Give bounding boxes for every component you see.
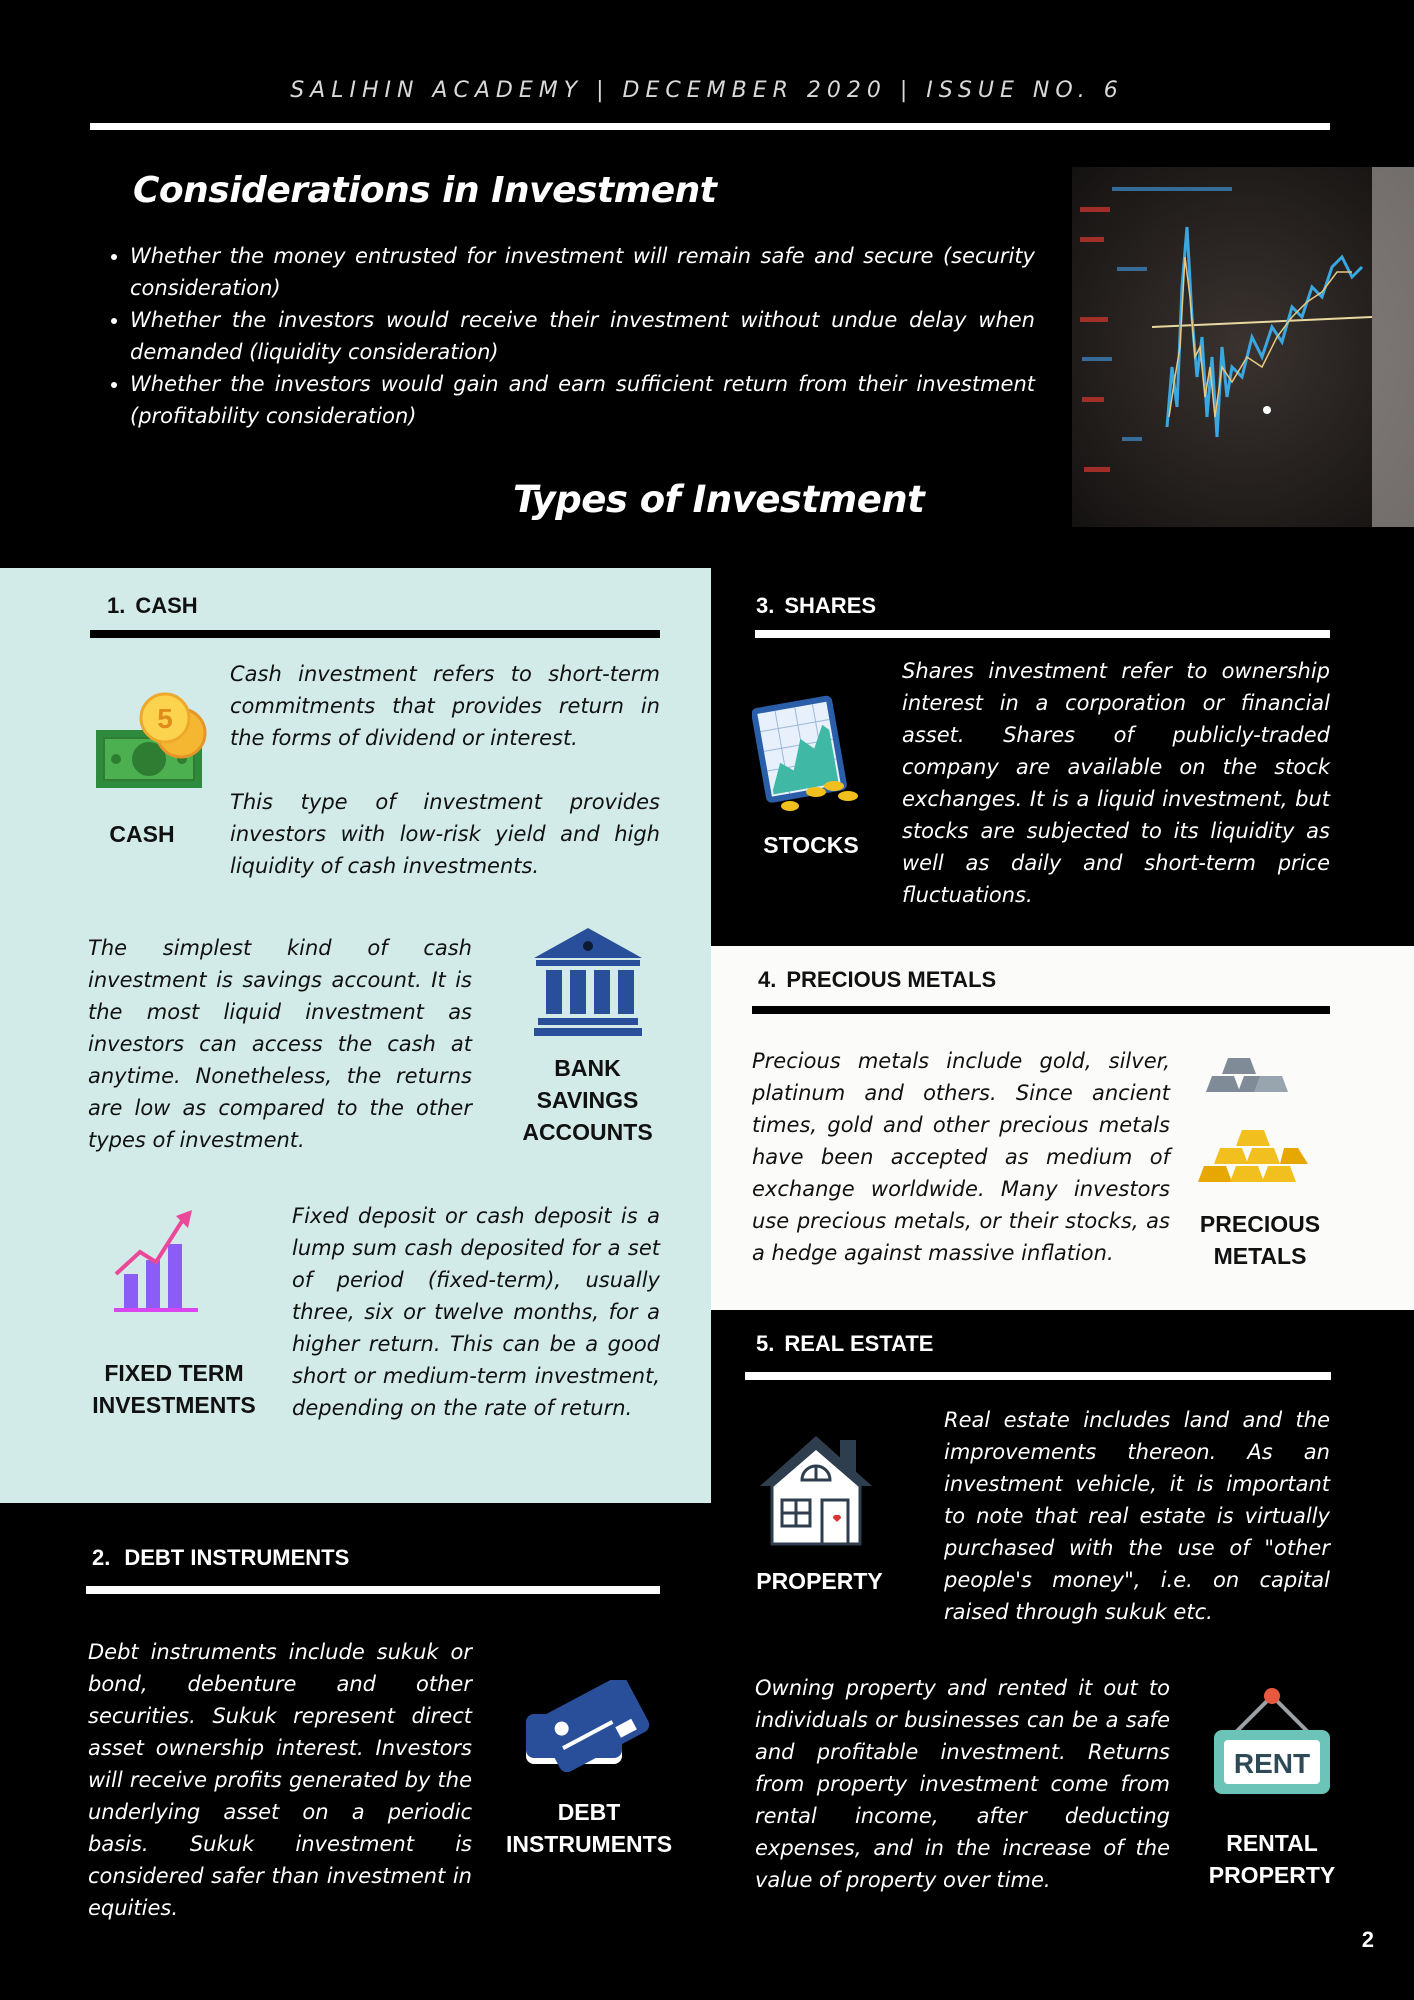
- real-estate-rule: [745, 1372, 1331, 1380]
- shares-para: Shares investment refer to ownership interest in a corporation or financial asset. Shares of publicly-traded company are available on the stock exchanges. It is a liquid investment, but stocks are subjected to its liquidity as well as daily and short-term price fluctuations.: [902, 659, 1330, 907]
- bank-label: [505, 1052, 670, 1148]
- debt-para: Debt instruments include sukuk or bond, debenture and other securities. Sukuk represent direct asset ownership interest. Investors will receive profits generated by the underlying asset on a periodic basis. Sukuk investment is considered safer than investment in equities.: [88, 1640, 472, 1920]
- rental-property-label: [1198, 1827, 1346, 1891]
- real-estate-para-1: Real estate includes land and the improvements thereon. As an investment vehicle, it is important to note that real estate is virtually purchased with the use of "other people's money", i.e. on capital raised through sukuk etc.: [944, 1408, 1330, 1624]
- rent-sign-text: RENT: [1233, 1748, 1311, 1779]
- section-number: 5.: [756, 1331, 775, 1356]
- metals-label-line: PRECIOUS: [1199, 1211, 1321, 1237]
- rent-sign-icon: [1210, 1686, 1334, 1806]
- section-title: SHARES: [784, 593, 877, 618]
- real-estate-para-2: Owning property and rented it out to individuals or businesses can be a safe and profitable investment. Returns from property investment come from rental income, after deducting expenses, and in the increase of the value of property over time.: [755, 1676, 1170, 1892]
- rental-label-line: RENTAL: [1226, 1830, 1318, 1856]
- metals-heading: [758, 967, 996, 993]
- shares-heading: [756, 593, 876, 619]
- section-title: PRECIOUS METALS: [786, 967, 997, 992]
- fixed-term-label-line: INVESTMENTS: [92, 1392, 256, 1418]
- stocks-label: STOCKS: [763, 832, 859, 858]
- considerations-list: [100, 240, 1035, 432]
- fixed-term-para: Fixed deposit or cash deposit is a lump sum cash deposited for a set of period (fixed-term), usually three, six or twelve months, for a higher return. This can be a good short or medium-term investment, depending on the rate of return.: [292, 1204, 660, 1420]
- cash-para-2: This type of investment provides investors with low-risk yield and high liquidity of cash investments.: [230, 790, 660, 878]
- money-icon: [94, 688, 209, 793]
- bank-label-line: SAVINGS: [536, 1087, 639, 1113]
- section-title: REAL ESTATE: [784, 1331, 934, 1356]
- consideration-item: • Whether the investors would gain and earn sufficient return from their investment (profitability consideration): [130, 368, 1035, 432]
- debt-label: [505, 1796, 673, 1860]
- section-title: CASH: [135, 593, 198, 618]
- debt-label-line: INSTRUMENTS: [505, 1831, 673, 1857]
- stock-monitor-icon: [752, 688, 860, 814]
- section-number: 2.: [92, 1545, 111, 1570]
- bank-label-line: ACCOUNTS: [522, 1119, 653, 1145]
- fixed-term-label: [88, 1357, 260, 1421]
- cash-label: CASH: [109, 821, 175, 847]
- stock-chart-photo: [1072, 167, 1414, 527]
- bank-icon: [532, 926, 644, 1038]
- shares-rule: [755, 630, 1330, 638]
- cash-heading: [107, 593, 198, 619]
- credit-card-icon: [522, 1680, 654, 1772]
- section-number: 1.: [107, 593, 126, 618]
- bank-para: The simplest kind of cash investment is savings account. It is the most liquid investment as investors can access the cash at anytime. Nonetheless, the returns are low as compared to the other types of investment.: [88, 936, 472, 1152]
- section-number: 4.: [758, 967, 777, 992]
- section-number: 3.: [756, 593, 775, 618]
- debt-label-line: DEBT: [557, 1799, 621, 1825]
- metals-label: [1190, 1208, 1330, 1272]
- gold-bars-icon: [1198, 1056, 1314, 1184]
- cash-rule: [90, 630, 660, 638]
- coin-label: 5: [157, 703, 173, 734]
- house-icon: [758, 1432, 874, 1548]
- real-estate-heading: [756, 1331, 933, 1357]
- section-title: DEBT INSTRUMENTS: [124, 1545, 350, 1570]
- metals-label-line: METALS: [1213, 1243, 1307, 1269]
- types-title: Types of Investment: [513, 478, 925, 521]
- debt-heading: [92, 1545, 349, 1571]
- fixed-term-label-line: FIXED TERM: [104, 1360, 244, 1386]
- metals-rule: [752, 1006, 1330, 1014]
- growth-chart-icon: [112, 1208, 202, 1314]
- property-label: PROPERTY: [756, 1568, 883, 1594]
- page-number: 2: [1361, 1927, 1374, 1952]
- header-rule: [90, 123, 1330, 130]
- cash-para-1: Cash investment refers to short-term commitments that provides return in the forms of dividend or interest.: [230, 662, 660, 750]
- considerations-title: Considerations in Investment: [133, 170, 717, 211]
- debt-rule: [86, 1586, 660, 1594]
- issue-header: SALIHIN ACADEMY | DECEMBER 2020 | ISSUE NO. 6: [290, 78, 1124, 103]
- consideration-item: • Whether the money entrusted for investment will remain safe and secure (security consideration): [130, 240, 1035, 304]
- metals-para: Precious metals include gold, silver, platinum and others. Since ancient times, gold and other precious metals have been accepted as medium of exchange worldwide. Many investors use precious metals, or their stocks, as a hedge against massive inflation.: [752, 1049, 1170, 1265]
- bank-label-line: BANK: [554, 1055, 621, 1081]
- rental-label-line: PROPERTY: [1208, 1862, 1336, 1888]
- consideration-item: • Whether the investors would receive their investment without undue delay when demanded (liquidity consideration): [130, 304, 1035, 368]
